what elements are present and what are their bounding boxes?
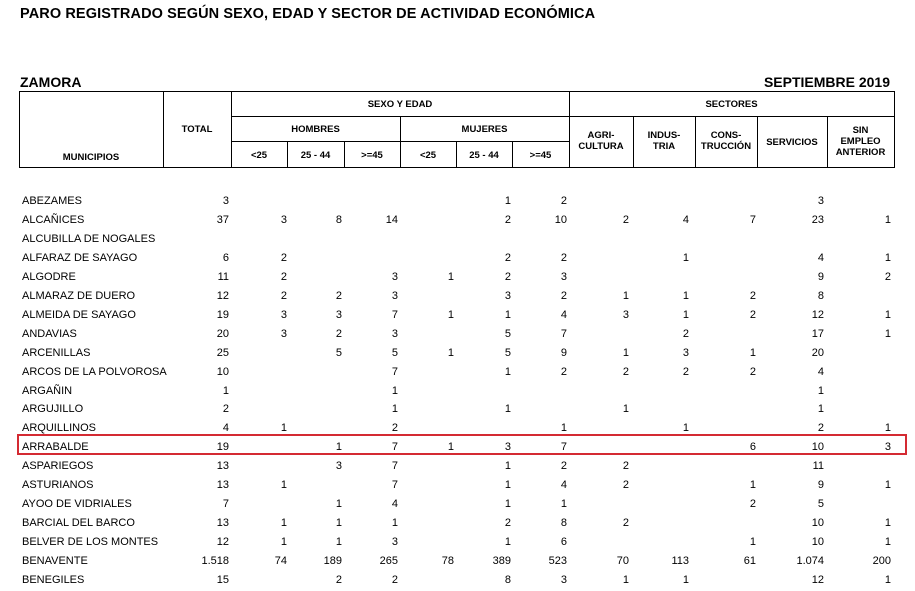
total-cell: 12 [216, 289, 229, 302]
h-lt25-cell [242, 363, 287, 382]
m-lt25-cell [409, 533, 454, 552]
total-cell: 13 [216, 517, 229, 530]
agricultura-cell [584, 230, 629, 249]
construccion-cell: 1 [749, 536, 756, 549]
total-cell: 4 [222, 422, 229, 435]
h-ge45-cell: 3 [391, 536, 398, 549]
m-ge45-cell: 3 [560, 270, 567, 283]
total-cell: 2 [222, 403, 229, 416]
servicios-cell: 10 [811, 441, 824, 454]
agricultura-cell: 2 [622, 213, 629, 226]
m-25-44-cell: 2 [504, 517, 511, 530]
total-cell: 37 [216, 213, 229, 226]
municipio-cell: ARGUJILLO [22, 403, 84, 416]
h-lt25-cell [242, 192, 287, 211]
h-lt25-cell [242, 382, 287, 401]
header-agricultura [569, 130, 633, 152]
municipio-cell: ALMEIDA DE SAYAGO [22, 308, 136, 321]
h-lt25-cell: 1 [280, 517, 287, 530]
m-25-44-cell [466, 382, 511, 401]
m-25-44-cell: 2 [504, 213, 511, 226]
h-25-44-cell [297, 382, 342, 401]
sin-empleo-cell: 1 [884, 574, 891, 586]
header-h-lt25: <25 [250, 150, 268, 161]
construccion-cell: 61 [743, 555, 756, 568]
h-lt25-cell: 74 [274, 555, 287, 568]
servicios-cell: 20 [811, 346, 824, 359]
servicios-cell: 1 [817, 384, 824, 397]
header-mujeres: MUJERES [461, 124, 508, 135]
m-ge45-cell [522, 400, 567, 419]
m-lt25-cell [409, 476, 454, 495]
h-25-44-cell: 189 [323, 555, 342, 568]
industria-cell: 3 [682, 346, 689, 359]
servicios-cell: 1 [817, 403, 824, 416]
header-m-lt25: <25 [419, 150, 437, 161]
header-h-25-44: 25 - 44 [300, 150, 331, 161]
total-cell: 1.518 [201, 555, 229, 568]
h-ge45-cell: 14 [385, 213, 398, 226]
h-lt25-cell: 2 [280, 289, 287, 302]
m-lt25-cell: 1 [447, 270, 454, 283]
municipio-cell: ARCENILLAS [22, 346, 91, 359]
h-lt25-cell: 2 [280, 270, 287, 283]
h-ge45-cell: 1 [391, 384, 398, 397]
m-ge45-cell: 2 [560, 365, 567, 378]
h-lt25-cell: 3 [280, 308, 287, 321]
servicios-cell: 11 [812, 460, 824, 473]
servicios-cell: 12 [811, 574, 824, 586]
h-ge45-cell: 3 [391, 327, 398, 340]
h-ge45-cell: 7 [391, 441, 398, 454]
header-hombres: HOMBRES [291, 124, 340, 135]
header-sexo-edad: SEXO Y EDAD [367, 99, 433, 110]
h-lt25-cell: 3 [280, 213, 287, 226]
report-title: PARO REGISTRADO SEGÚN SEXO, EDAD Y SECTOR DE ACTIVIDAD ECONÓMICA [20, 6, 596, 22]
industria-cell [644, 514, 689, 533]
h-ge45-cell: 7 [391, 479, 398, 492]
m-lt25-cell: 1 [447, 441, 454, 454]
industria-cell [644, 533, 689, 552]
municipio-cell: BENAVENTE [22, 555, 88, 568]
municipio-cell: ABEZAMES [22, 195, 82, 207]
industria-cell: 1 [682, 251, 689, 264]
h-ge45-cell: 1 [391, 517, 398, 530]
m-lt25-cell [409, 457, 454, 476]
sin-empleo-cell: 200 [872, 555, 891, 568]
total-cell: 7 [222, 498, 229, 511]
header-sin-empleo-line: SIN [852, 125, 869, 136]
h-lt25-cell [242, 457, 287, 476]
construccion-cell [711, 192, 756, 211]
sin-empleo-cell: 1 [884, 308, 891, 321]
m-ge45-cell: 2 [560, 460, 567, 473]
m-25-44-cell: 3 [504, 441, 511, 454]
construccion-cell [711, 457, 756, 476]
industria-cell: 2 [682, 327, 689, 340]
total-cell: 13 [216, 479, 229, 492]
municipio-cell: ALGODRE [22, 270, 76, 283]
agricultura-cell: 1 [622, 289, 629, 302]
sin-empleo-cell [846, 287, 891, 306]
servicios-cell: 5 [817, 498, 824, 511]
sin-empleo-cell [846, 363, 891, 382]
h-lt25-cell: 1 [280, 479, 287, 492]
industria-cell [644, 400, 689, 419]
municipio-cell: ARCOS DE LA POLVOROSA [22, 365, 167, 378]
sin-empleo-cell: 1 [884, 251, 891, 264]
h-ge45-cell: 2 [391, 574, 398, 586]
servicios-cell: 10 [811, 536, 824, 549]
header-agricultura-line: CULTURA [578, 141, 624, 152]
total-cell: 10 [216, 365, 229, 378]
sin-empleo-cell: 2 [884, 270, 891, 283]
row-highlight [17, 434, 907, 455]
m-25-44-cell: 389 [492, 555, 511, 568]
m-ge45-cell: 2 [560, 195, 567, 207]
header-mid-rule [231, 116, 895, 117]
sin-empleo-cell [846, 192, 891, 211]
agricultura-cell [584, 249, 629, 268]
m-25-44-cell: 1 [504, 365, 511, 378]
h-25-44-cell: 8 [335, 213, 342, 226]
sin-empleo-cell: 1 [884, 536, 891, 549]
h-ge45-cell: 1 [391, 403, 398, 416]
h-lt25-cell: 3 [280, 327, 287, 340]
total-cell: 19 [216, 441, 229, 454]
m-ge45-cell: 7 [560, 441, 567, 454]
municipio-cell: ASTURIANOS [22, 479, 94, 492]
m-lt25-cell: 1 [447, 346, 454, 359]
municipio-cell: ALCAÑICES [22, 213, 85, 226]
agricultura-cell [584, 192, 629, 211]
m-lt25-cell [409, 400, 454, 419]
sin-empleo-cell [846, 457, 891, 476]
servicios-cell: 17 [811, 327, 824, 340]
industria-cell [644, 382, 689, 401]
h-lt25-cell: 1 [280, 422, 287, 435]
header-construccion-line: TRUCCIÓN [700, 141, 752, 152]
servicios-cell: 2 [817, 422, 824, 435]
m-25-44-cell: 1 [504, 460, 511, 473]
h-25-44-cell: 1 [335, 536, 342, 549]
construccion-cell: 1 [749, 479, 756, 492]
municipio-cell: ARGAÑIN [22, 384, 73, 397]
header-sin-empleo [827, 125, 894, 158]
h-lt25-cell [242, 495, 287, 514]
municipio-cell: ALCUBILLA DE NOGALES [22, 232, 156, 245]
industria-cell [644, 495, 689, 514]
sin-empleo-cell: 1 [884, 213, 891, 226]
header-top-rule [19, 91, 895, 92]
h-25-44-cell [297, 268, 342, 287]
construccion-cell: 2 [749, 308, 756, 321]
h-25-44-cell: 2 [335, 574, 342, 586]
h-ge45-cell [353, 192, 398, 211]
m-25-44-cell: 1 [504, 498, 511, 511]
m-25-44-cell: 5 [504, 327, 511, 340]
h-25-44-cell [297, 400, 342, 419]
construccion-cell: 2 [749, 498, 756, 511]
sin-empleo-cell [846, 344, 891, 363]
servicios-cell: 8 [817, 289, 824, 302]
m-25-44-cell [466, 230, 511, 249]
header-agricultura-line: AGRI- [587, 130, 615, 141]
industria-cell [644, 457, 689, 476]
m-ge45-cell: 10 [554, 213, 567, 226]
municipio-cell: BARCIAL DEL BARCO [22, 517, 135, 530]
m-lt25-cell [409, 514, 454, 533]
m-25-44-cell: 1 [504, 403, 511, 416]
servicios-cell: 4 [817, 251, 824, 264]
header-vrule [894, 91, 895, 167]
h-ge45-cell: 5 [391, 346, 398, 359]
m-lt25-cell [409, 325, 454, 344]
m-ge45-cell [522, 230, 567, 249]
m-ge45-cell: 4 [560, 479, 567, 492]
m-25-44-cell: 1 [504, 308, 511, 321]
h-ge45-cell: 265 [379, 555, 398, 568]
sin-empleo-cell [846, 382, 891, 401]
h-25-44-cell: 5 [335, 346, 342, 359]
header-construccion [695, 130, 757, 152]
municipio-cell: ARQUILLINOS [22, 422, 96, 435]
agricultura-cell [584, 495, 629, 514]
agricultura-cell: 2 [622, 517, 629, 530]
region-label: ZAMORA [20, 74, 82, 90]
agricultura-cell [584, 325, 629, 344]
municipio-cell: ALMARAZ DE DUERO [22, 289, 136, 302]
header-industria-line: INDUS- [647, 130, 681, 141]
agricultura-cell: 2 [622, 460, 629, 473]
agricultura-cell: 70 [616, 555, 629, 568]
header-total: TOTAL [181, 124, 213, 135]
municipio-cell: BELVER DE LOS MONTES [22, 536, 159, 549]
m-lt25-cell [409, 211, 454, 230]
m-lt25-cell [409, 363, 454, 382]
total-cell: 6 [222, 251, 229, 264]
total-cell: 13 [216, 460, 229, 473]
m-ge45-cell [522, 382, 567, 401]
total-cell: 11 [217, 270, 229, 283]
h-25-44-cell: 1 [335, 441, 342, 454]
industria-cell: 4 [682, 213, 689, 226]
municipio-cell: BENEGILES [22, 574, 85, 586]
industria-cell: 1 [682, 422, 689, 435]
m-lt25-cell: 1 [447, 308, 454, 321]
m-lt25-cell: 78 [441, 555, 454, 568]
agricultura-cell: 3 [622, 308, 629, 321]
m-25-44-cell: 8 [504, 574, 511, 586]
m-ge45-cell: 9 [560, 346, 567, 359]
construccion-cell [711, 400, 756, 419]
construccion-cell [711, 382, 756, 401]
header-sin-empleo-line: ANTERIOR [835, 147, 886, 158]
total-cell: 3 [222, 195, 229, 207]
header-bottom-rule [19, 167, 895, 168]
m-lt25-cell [409, 192, 454, 211]
total-cell [184, 230, 229, 249]
h-25-44-cell: 2 [335, 327, 342, 340]
h-25-44-cell [297, 476, 342, 495]
h-25-44-cell: 3 [335, 308, 342, 321]
servicios-cell: 10 [811, 517, 824, 530]
construccion-cell: 2 [749, 289, 756, 302]
h-ge45-cell: 7 [391, 308, 398, 321]
header-municipios: MUNICIPIOS [62, 152, 120, 163]
servicios-cell: 12 [811, 308, 824, 321]
m-ge45-cell: 7 [560, 327, 567, 340]
servicios-cell: 3 [817, 195, 824, 207]
m-ge45-cell: 3 [560, 574, 567, 586]
construccion-cell: 1 [749, 346, 756, 359]
sin-empleo-cell: 1 [884, 479, 891, 492]
h-ge45-cell: 7 [391, 460, 398, 473]
h-25-44-cell [297, 363, 342, 382]
total-cell: 25 [216, 346, 229, 359]
h-ge45-cell [353, 230, 398, 249]
m-lt25-cell [409, 571, 454, 590]
municipio-cell: ALFARAZ DE SAYAGO [22, 251, 138, 264]
h-ge45-cell [353, 249, 398, 268]
header-m-25-44: 25 - 44 [469, 150, 499, 161]
sin-empleo-cell: 1 [884, 422, 891, 435]
industria-cell: 1 [682, 574, 689, 586]
agricultura-cell: 1 [622, 346, 629, 359]
industria-cell: 1 [682, 289, 689, 302]
m-ge45-cell: 6 [560, 536, 567, 549]
header-m-ge45: >=45 [529, 150, 552, 161]
sin-empleo-cell [846, 230, 891, 249]
construccion-cell: 7 [749, 213, 756, 226]
header-sin-empleo-line: EMPLEO [840, 136, 881, 147]
total-cell: 15 [216, 574, 229, 586]
construccion-cell [711, 230, 756, 249]
header-industria [633, 130, 695, 152]
h-25-44-cell: 3 [335, 460, 342, 473]
industria-cell [644, 476, 689, 495]
sin-empleo-cell [846, 400, 891, 419]
h-lt25-cell [242, 571, 287, 590]
h-25-44-cell: 1 [335, 498, 342, 511]
m-lt25-cell [409, 382, 454, 401]
servicios-cell: 4 [817, 365, 824, 378]
agricultura-cell [584, 382, 629, 401]
construccion-cell [711, 325, 756, 344]
m-25-44-cell: 5 [504, 346, 511, 359]
h-ge45-cell: 3 [391, 270, 398, 283]
m-ge45-cell: 1 [560, 498, 567, 511]
m-25-44-cell: 1 [504, 195, 511, 207]
municipio-cell: ARRABALDE [22, 441, 89, 454]
h-25-44-cell: 2 [335, 289, 342, 302]
h-ge45-cell: 7 [391, 365, 398, 378]
m-ge45-cell: 2 [560, 251, 567, 264]
m-ge45-cell: 523 [548, 555, 567, 568]
m-ge45-cell: 8 [560, 517, 567, 530]
servicios-cell [779, 230, 824, 249]
sin-empleo-cell: 1 [884, 327, 891, 340]
m-ge45-cell: 4 [560, 308, 567, 321]
servicios-cell: 9 [817, 479, 824, 492]
agricultura-cell: 2 [622, 365, 629, 378]
header-construccion-line: CONS- [710, 130, 742, 141]
industria-cell [644, 268, 689, 287]
servicios-cell: 1.074 [796, 555, 824, 568]
m-25-44-cell: 3 [504, 289, 511, 302]
m-ge45-cell: 1 [560, 422, 567, 435]
industria-cell: 2 [682, 365, 689, 378]
m-25-44-cell: 2 [504, 251, 511, 264]
m-25-44-cell: 2 [504, 270, 511, 283]
h-25-44-cell [297, 192, 342, 211]
h-25-44-cell [297, 230, 342, 249]
h-25-44-cell [297, 249, 342, 268]
construccion-cell [711, 249, 756, 268]
construccion-cell [711, 514, 756, 533]
servicios-cell: 9 [817, 270, 824, 283]
construccion-cell: 6 [749, 441, 756, 454]
total-cell: 20 [216, 327, 229, 340]
agricultura-cell [584, 533, 629, 552]
total-cell: 12 [216, 536, 229, 549]
sin-empleo-cell: 1 [884, 517, 891, 530]
header-h-ge45: >=45 [361, 150, 383, 161]
period-label: SEPTIEMBRE 2019 [763, 74, 890, 90]
municipio-cell: ASPARIEGOS [22, 460, 94, 473]
industria-cell [644, 230, 689, 249]
h-ge45-cell: 3 [391, 289, 398, 302]
sin-empleo-cell [846, 495, 891, 514]
agricultura-cell: 2 [622, 479, 629, 492]
header-sectores: SECTORES [705, 99, 758, 110]
h-lt25-cell: 2 [280, 251, 287, 264]
h-ge45-cell: 4 [391, 498, 398, 511]
industria-cell [644, 192, 689, 211]
m-lt25-cell [409, 249, 454, 268]
h-25-44-cell: 1 [335, 517, 342, 530]
agricultura-cell: 1 [622, 403, 629, 416]
sin-empleo-cell: 3 [884, 441, 891, 454]
construccion-cell [711, 268, 756, 287]
header-servicios: SERVICIOS [766, 137, 818, 148]
m-ge45-cell: 2 [560, 289, 567, 302]
m-lt25-cell [409, 495, 454, 514]
servicios-cell: 23 [811, 213, 824, 226]
h-lt25-cell [242, 230, 287, 249]
total-cell: 19 [216, 308, 229, 321]
industria-cell: 1 [682, 308, 689, 321]
agricultura-cell: 1 [622, 574, 629, 586]
municipio-cell: AYOO DE VIDRIALES [22, 498, 132, 511]
m-lt25-cell [409, 230, 454, 249]
m-lt25-cell [409, 287, 454, 306]
total-cell: 1 [222, 384, 229, 397]
h-lt25-cell: 1 [280, 536, 287, 549]
h-lt25-cell [242, 400, 287, 419]
h-lt25-cell [242, 344, 287, 363]
construccion-cell [711, 571, 756, 590]
industria-cell: 113 [671, 555, 689, 568]
agricultura-cell [584, 268, 629, 287]
m-25-44-cell: 1 [504, 536, 511, 549]
construccion-cell: 2 [749, 365, 756, 378]
header-industria-line: TRIA [652, 141, 676, 152]
municipio-cell: ANDAVIAS [22, 327, 77, 340]
h-ge45-cell: 2 [391, 422, 398, 435]
m-25-44-cell: 1 [504, 479, 511, 492]
